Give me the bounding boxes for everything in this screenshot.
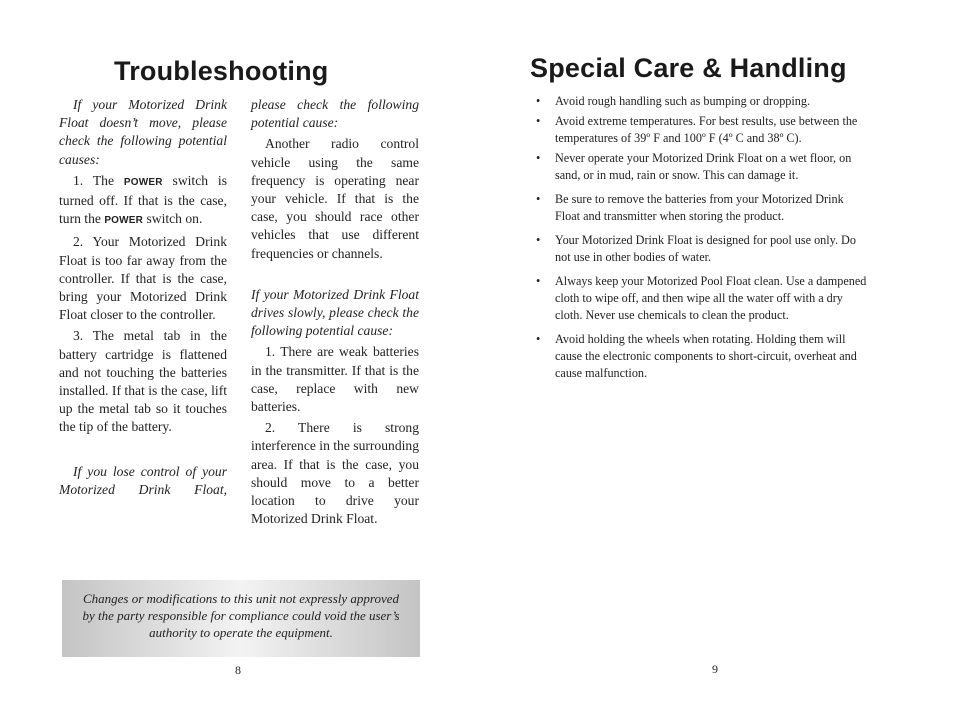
lose-control-intro-cont: please check the following potential cause:: [251, 97, 419, 131]
radio-interference-item: Another radio control vehicle using the same frequency is operating near your vehicle. If that is the case, you should race other vehicles that use different frequencies or channels.: [251, 136, 419, 261]
power-keyword: POWER: [123, 176, 163, 188]
bullet-icon: •: [536, 233, 541, 247]
bullet-text: Be sure to remove the batteries from your Motorized Drink Float and transmitter when storing the product.: [555, 192, 844, 223]
bullet-icon: •: [536, 94, 541, 108]
fcc-notice-box: Changes or modifications to this unit not expressly approved by the party responsible for compliance could void the user’s authority to operate the equipment.: [62, 580, 420, 657]
bullet-text: Avoid holding the wheels when rotating. Holding them will cause the electronic components to short-circuit, overheat and cause malfunction.: [555, 332, 857, 380]
bullet-item: [530, 331, 870, 382]
slow-drive-intro: If your Motorized Drink Float drives slowly, please check the following potential cause:: [251, 286, 419, 339]
right-page: [477, 0, 954, 716]
slow-cause-item-1: 1. There are weak batteries in the transmitter. If that is the case, replace with new batteries.: [251, 344, 419, 415]
care-bullet-list: [530, 93, 870, 382]
bullet-item: [530, 113, 870, 147]
bullet-item: [530, 93, 870, 110]
cause-item-1-pre: 1. The: [73, 172, 124, 188]
bullet-item: [530, 273, 870, 324]
text-column-right: [251, 96, 419, 531]
bullet-text: Avoid rough handling such as bumping or dropping.: [555, 94, 811, 108]
cause-item-1: [59, 172, 227, 231]
slow-cause-item-2: 2. There is strong interference in the surrounding area. If that is the case, you should move to a better location to drive your Motorized Drink Float.: [251, 420, 419, 527]
bullet-text: Always keep your Motorized Pool Float clean. Use a dampened cloth to wipe off, and then wipe all the water off with a dry cloth. Never use chemicals to clean the product.: [555, 274, 867, 322]
cause-item-3: 3. The metal tab in the battery cartridge is flattened and not touching the batteries installed. If that is the case, lift up the metal tab so it touches the tip of the battery.: [59, 328, 227, 435]
bullet-icon: •: [536, 332, 541, 346]
bullet-text: Never operate your Motorized Drink Float on a wet floor, on sand, or in mud, rain or snow. This can damage it.: [555, 151, 852, 182]
cause-item-1-post: switch on.: [143, 211, 203, 227]
bullet-item: [530, 232, 870, 266]
page-number: 8: [235, 663, 241, 677]
bullet-icon: •: [536, 151, 541, 165]
bullet-icon: •: [536, 192, 541, 206]
intro-paragraph: If your Motorized Drink Float doesn’t move, please check the following potential causes:: [59, 97, 227, 167]
cause-item-2: 2. Your Motorized Drink Float is too far away from the controller. If that is the case, bring your Motorized Drink Float closer to the controller.: [59, 234, 227, 323]
page-title-troubleshooting: Troubleshooting: [114, 56, 329, 86]
bullet-text: Your Motorized Drink Float is designed for pool use only. Do not use in other bodies of water.: [555, 233, 856, 264]
spacer: [251, 266, 419, 286]
bullet-item: [530, 150, 870, 184]
cause-item-1-mid: switch is turned off. If that is the case, turn the: [59, 172, 227, 227]
bullet-icon: •: [536, 274, 541, 288]
spacer: [59, 440, 227, 463]
bullet-icon: •: [536, 114, 541, 128]
text-column-left: [59, 96, 227, 502]
page-number: 9: [712, 662, 718, 676]
bullet-text: Avoid extreme temperatures. For best results, use between the temperatures of 39º F and 100º F (4º C and 38º C).: [555, 114, 858, 145]
lose-control-intro: If you lose control of your Motorized Drink Float,: [59, 463, 227, 497]
power-keyword: POWER: [104, 215, 144, 227]
page-title-special-care: Special Care & Handling: [530, 53, 847, 83]
bullet-item: [530, 191, 870, 225]
